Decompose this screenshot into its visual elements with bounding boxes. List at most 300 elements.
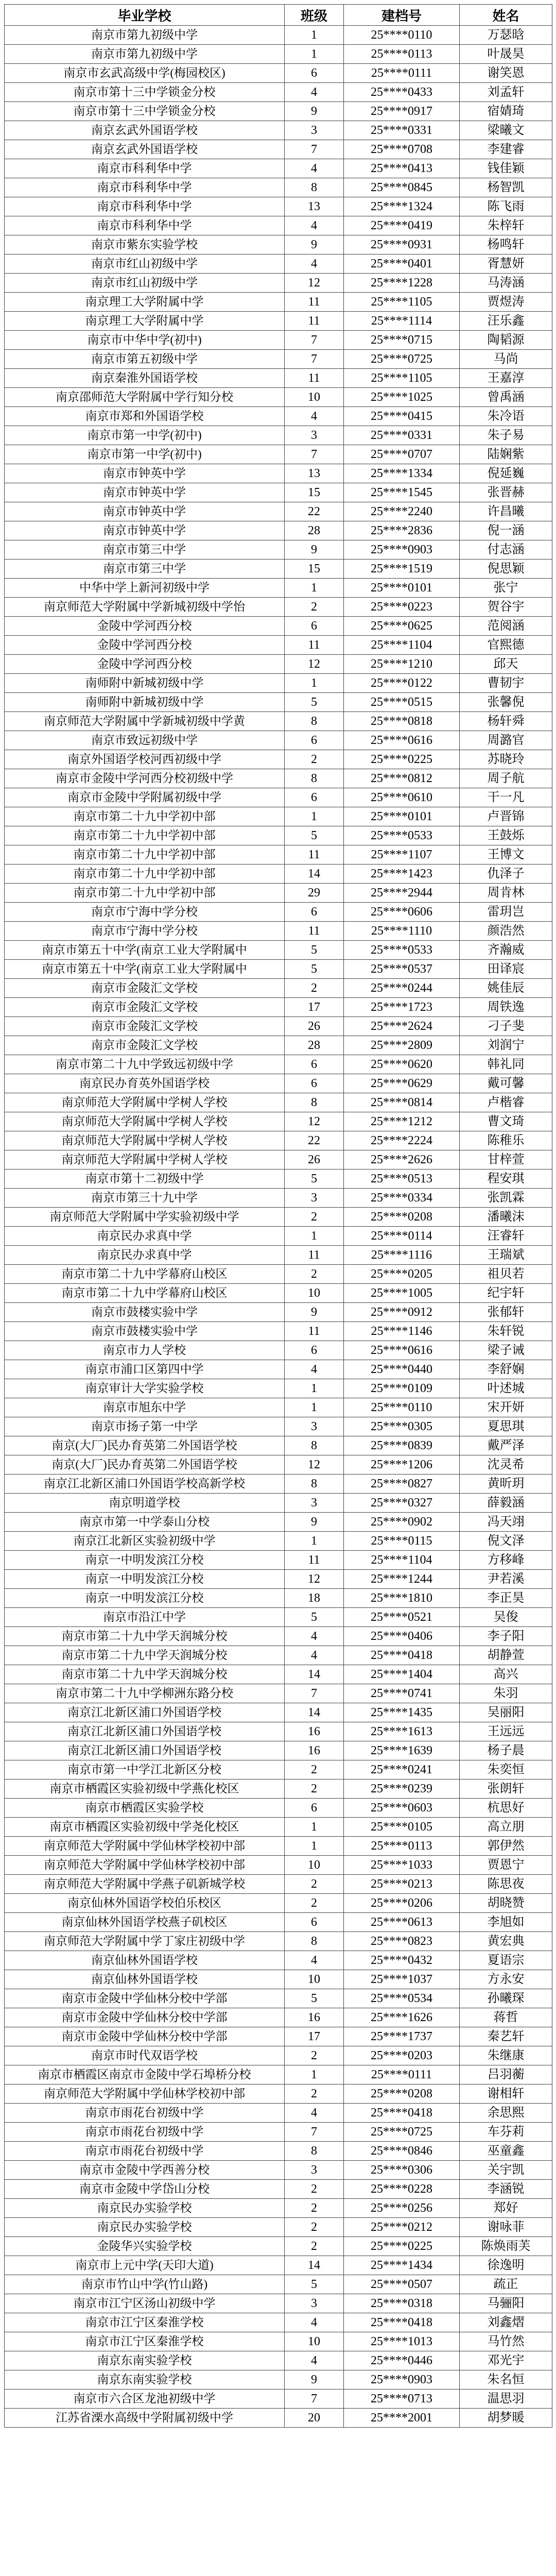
cell-school: 金陵中学河西分校 — [5, 636, 285, 655]
cell-class: 4 — [285, 1646, 344, 1665]
cell-school: 南京东南实验学校 — [5, 2370, 285, 2389]
table-row — [5, 1093, 552, 1112]
table-row — [5, 1570, 552, 1589]
cell-file-id: 25****1613 — [344, 1722, 460, 1741]
cell-class: 1 — [285, 1398, 344, 1417]
cell-school: 南京市第五十中学(南京工业大学附属中 — [5, 960, 285, 979]
cell-class: 11 — [285, 369, 344, 388]
cell-file-id: 25****0903 — [344, 2370, 460, 2389]
table-row — [5, 1894, 552, 1913]
cell-class: 28 — [285, 1036, 344, 1055]
cell-name: 周肯林 — [460, 884, 552, 903]
cell-file-id: 25****0606 — [344, 903, 460, 922]
cell-name: 曾禹涵 — [460, 388, 552, 407]
table-row — [5, 1989, 552, 2008]
cell-class: 14 — [285, 1703, 344, 1722]
cell-class: 3 — [285, 426, 344, 445]
cell-school: 南京市鼓楼实验中学 — [5, 1303, 285, 1322]
cell-file-id: 25****0725 — [344, 2123, 460, 2142]
cell-file-id: 25****1104 — [344, 636, 460, 655]
cell-class: 12 — [285, 1455, 344, 1475]
cell-name: 邱天 — [460, 655, 552, 674]
cell-school: 南京市金陵中学河西分校初级中学 — [5, 769, 285, 788]
cell-school: 南京市第一中学江北新区分校 — [5, 1760, 285, 1780]
cell-name: 张宁 — [460, 579, 552, 598]
cell-school: 南京市第二十九中学幕府山校区 — [5, 1265, 285, 1284]
cell-school: 南京仙林外国语学校伯乐校区 — [5, 1894, 285, 1913]
cell-name: 钱佳颖 — [460, 159, 552, 178]
cell-name: 姚佳辰 — [460, 979, 552, 998]
table-row — [5, 2046, 552, 2065]
cell-file-id: 25****2836 — [344, 521, 460, 540]
cell-name: 贾恩宁 — [460, 1856, 552, 1875]
cell-class: 4 — [285, 1951, 344, 1970]
cell-school: 南京江北新区浦口外国语学校 — [5, 1741, 285, 1760]
table-row — [5, 884, 552, 903]
cell-school: 金陵华兴实验学校 — [5, 2237, 285, 2256]
cell-name: 马骊阳 — [460, 2294, 552, 2313]
table-row — [5, 1303, 552, 1322]
table-row — [5, 2409, 552, 2428]
cell-class: 2 — [285, 598, 344, 617]
cell-class: 13 — [285, 197, 344, 216]
cell-class: 4 — [285, 216, 344, 235]
cell-school: 南京邵师范大学附属中学行知分校 — [5, 388, 285, 407]
cell-name: 戴可馨 — [460, 1074, 552, 1093]
cell-school: 南京师范大学附属中学树人学校 — [5, 1150, 285, 1170]
table-row — [5, 579, 552, 598]
cell-school: 南京理工大学附属中学 — [5, 293, 285, 312]
cell-name: 朱冷语 — [460, 407, 552, 426]
cell-file-id: 25****2809 — [344, 1036, 460, 1055]
table-row — [5, 2065, 552, 2084]
cell-class: 12 — [285, 274, 344, 293]
cell-name: 冯天翊 — [460, 1513, 552, 1532]
cell-file-id: 25****0331 — [344, 426, 460, 445]
cell-school: 南京玄武外国语学校 — [5, 121, 285, 140]
cell-name: 张馨倪 — [460, 693, 552, 712]
cell-name: 宿婧琦 — [460, 102, 552, 121]
cell-file-id: 25****2624 — [344, 1017, 460, 1036]
cell-class: 1 — [285, 1818, 344, 1837]
cell-name: 程安琪 — [460, 1170, 552, 1189]
table-row — [5, 102, 552, 121]
cell-file-id: 25****1324 — [344, 197, 460, 216]
table-row — [5, 769, 552, 788]
table-row — [5, 636, 552, 655]
table-row — [5, 2142, 552, 2161]
cell-school: 南京市宁海中学分校 — [5, 903, 285, 922]
cell-name: 朱名恒 — [460, 2370, 552, 2389]
cell-name: 夏语宗 — [460, 1951, 552, 1970]
cell-file-id: 25****0823 — [344, 1932, 460, 1951]
cell-school: 南京市竹山中学(竹山路) — [5, 2275, 285, 2294]
cell-class: 26 — [285, 1017, 344, 1036]
cell-school: 南京市第二十九中学天润城分校 — [5, 1665, 285, 1684]
cell-file-id: 25****0318 — [344, 2294, 460, 2313]
table-row — [5, 2351, 552, 2370]
table-row — [5, 83, 552, 102]
cell-file-id: 25****0912 — [344, 1303, 460, 1322]
cell-file-id: 25****0413 — [344, 159, 460, 178]
cell-school: 南京市第一中学(初中) — [5, 426, 285, 445]
cell-class: 9 — [285, 540, 344, 560]
cell-class: 7 — [285, 140, 344, 159]
cell-class: 12 — [285, 1112, 344, 1131]
cell-name: 周铁逸 — [460, 998, 552, 1017]
cell-name: 汪乐鑫 — [460, 312, 552, 331]
table-row — [5, 1379, 552, 1398]
cell-file-id: 25****0432 — [344, 1951, 460, 1970]
cell-file-id: 25****0827 — [344, 1475, 460, 1494]
cell-file-id: 25****0846 — [344, 2142, 460, 2161]
cell-name: 谢笑恩 — [460, 64, 552, 83]
cell-class: 11 — [285, 293, 344, 312]
cell-school: 南京仙林外国语学校 — [5, 1951, 285, 1970]
cell-file-id: 25****1334 — [344, 464, 460, 483]
cell-class: 11 — [285, 1551, 344, 1570]
cell-class: 12 — [285, 655, 344, 674]
cell-school: 南京市江宁区秦淮学校 — [5, 2313, 285, 2332]
table-row — [5, 655, 552, 674]
cell-name: 杨鸣轩 — [460, 235, 552, 255]
header-student-name: 姓名 — [460, 5, 552, 26]
cell-class: 4 — [285, 2104, 344, 2123]
cell-file-id: 25****1519 — [344, 560, 460, 579]
cell-file-id: 25****0113 — [344, 1837, 460, 1856]
table-row — [5, 2256, 552, 2275]
table-row — [5, 197, 552, 216]
cell-name: 胡晓赞 — [460, 1894, 552, 1913]
cell-name: 朱奕恒 — [460, 1760, 552, 1780]
cell-class: 4 — [285, 255, 344, 274]
cell-name: 谢咏菲 — [460, 2218, 552, 2237]
cell-file-id: 25****0521 — [344, 1608, 460, 1627]
cell-school: 南师附中新城初级中学 — [5, 674, 285, 693]
cell-class: 15 — [285, 483, 344, 502]
cell-file-id: 25****0418 — [344, 2104, 460, 2123]
cell-class: 9 — [285, 2370, 344, 2389]
header-class: 班级 — [285, 5, 344, 26]
cell-school: 南京市钟英中学 — [5, 483, 285, 502]
cell-class: 14 — [285, 1665, 344, 1684]
cell-file-id: 25****0114 — [344, 1227, 460, 1246]
table-row — [5, 712, 552, 731]
table-row — [5, 560, 552, 579]
cell-name: 杨子晨 — [460, 1741, 552, 1760]
table-row — [5, 1684, 552, 1703]
cell-school: 南京东南实验学校 — [5, 2351, 285, 2370]
cell-school: 南京明道学校 — [5, 1494, 285, 1513]
cell-school: 南京市第二十九中学初中部 — [5, 865, 285, 884]
cell-name: 高立朋 — [460, 1818, 552, 1837]
table-row — [5, 788, 552, 807]
cell-name: 夏思琪 — [460, 1417, 552, 1436]
cell-file-id: 25****1244 — [344, 1570, 460, 1589]
cell-school: 南京市金陵中学仙林分校中学部 — [5, 2008, 285, 2027]
cell-school: 南京师范大学附属中学树人学校 — [5, 1112, 285, 1131]
cell-name: 官熙德 — [460, 636, 552, 655]
cell-school: 南京市玄武高级中学(梅园校区) — [5, 64, 285, 83]
cell-name: 曹文琦 — [460, 1112, 552, 1131]
cell-file-id: 25****0401 — [344, 255, 460, 274]
table-row — [5, 1760, 552, 1780]
cell-name: 王远远 — [460, 1722, 552, 1741]
cell-name: 吕羽蘅 — [460, 2065, 552, 2084]
cell-name: 高兴 — [460, 1665, 552, 1684]
cell-school: 南京民办实验学校 — [5, 2218, 285, 2237]
cell-school: 南京江北新区浦口外国语学校 — [5, 1703, 285, 1722]
cell-school: 南京市雨花台初级中学 — [5, 2123, 285, 2142]
cell-class: 2 — [285, 979, 344, 998]
cell-class: 14 — [285, 2256, 344, 2275]
table-row — [5, 178, 552, 197]
cell-name: 倪思颖 — [460, 560, 552, 579]
cell-file-id: 25****1116 — [344, 1246, 460, 1265]
cell-school: 南京市栖霞区实验学校 — [5, 1799, 285, 1818]
cell-school: 南京市宁海中学分校 — [5, 922, 285, 941]
cell-name: 贺谷宇 — [460, 598, 552, 617]
cell-school: 南京市第三中学 — [5, 540, 285, 560]
cell-school: 南京市第二十九中学致远初级中学 — [5, 1055, 285, 1074]
table-row — [5, 1532, 552, 1551]
cell-file-id: 25****1025 — [344, 388, 460, 407]
table-row — [5, 1818, 552, 1837]
table-row — [5, 1360, 552, 1379]
cell-class: 2 — [285, 750, 344, 769]
cell-class: 2 — [285, 1894, 344, 1913]
cell-file-id: 25****2944 — [344, 884, 460, 903]
cell-class: 1 — [285, 579, 344, 598]
cell-school: 南京市鼓楼实验中学 — [5, 1322, 285, 1341]
cell-school: 南京市第三中学 — [5, 560, 285, 579]
table-row — [5, 293, 552, 312]
cell-file-id: 25****0620 — [344, 1055, 460, 1074]
cell-class: 4 — [285, 2313, 344, 2332]
cell-name: 甘梓萱 — [460, 1150, 552, 1170]
cell-name: 刘孟轩 — [460, 83, 552, 102]
table-row — [5, 2218, 552, 2237]
cell-class: 8 — [285, 1093, 344, 1112]
table-row — [5, 312, 552, 331]
cell-school: 南京市雨花台初级中学 — [5, 2142, 285, 2161]
cell-class: 5 — [285, 960, 344, 979]
cell-file-id: 25****0101 — [344, 807, 460, 826]
cell-school: 南京市扬子第一中学 — [5, 1417, 285, 1436]
cell-name: 胡静萱 — [460, 1646, 552, 1665]
cell-name: 杨轩舜 — [460, 712, 552, 731]
table-row — [5, 502, 552, 521]
cell-name: 朱子易 — [460, 426, 552, 445]
cell-name: 王鼓烁 — [460, 826, 552, 845]
cell-class: 5 — [285, 693, 344, 712]
cell-file-id: 25****0713 — [344, 2389, 460, 2409]
cell-class: 28 — [285, 521, 344, 540]
cell-class: 1 — [285, 1532, 344, 1551]
cell-class: 2 — [285, 2237, 344, 2256]
cell-file-id: 25****0725 — [344, 350, 460, 369]
cell-class: 8 — [285, 2142, 344, 2161]
cell-name: 刘润宁 — [460, 1036, 552, 1055]
table-row — [5, 1741, 552, 1760]
table-row — [5, 1436, 552, 1455]
cell-class: 6 — [285, 788, 344, 807]
cell-name: 贾煜涛 — [460, 293, 552, 312]
cell-school: 南京市金陵汇文学校 — [5, 998, 285, 1017]
cell-name: 梁曦文 — [460, 121, 552, 140]
cell-name: 范阅涵 — [460, 617, 552, 636]
table-row — [5, 521, 552, 540]
cell-class: 6 — [285, 617, 344, 636]
cell-name: 干一凡 — [460, 788, 552, 807]
cell-class: 1 — [285, 1379, 344, 1398]
cell-file-id: 25****0331 — [344, 121, 460, 140]
cell-file-id: 25****0113 — [344, 45, 460, 64]
cell-class: 4 — [285, 1360, 344, 1379]
cell-class: 11 — [285, 922, 344, 941]
cell-file-id: 25****0715 — [344, 331, 460, 350]
cell-class: 13 — [285, 464, 344, 483]
cell-name: 郭伊然 — [460, 1837, 552, 1856]
cell-file-id: 25****0625 — [344, 617, 460, 636]
cell-file-id: 25****0513 — [344, 1170, 460, 1189]
cell-file-id: 25****1033 — [344, 1856, 460, 1875]
cell-class: 9 — [285, 1303, 344, 1322]
cell-name: 李建睿 — [460, 140, 552, 159]
cell-name: 卢楷睿 — [460, 1093, 552, 1112]
cell-name: 杨智凯 — [460, 178, 552, 197]
cell-name: 宋开妍 — [460, 1398, 552, 1417]
cell-class: 22 — [285, 502, 344, 521]
cell-file-id: 25****1404 — [344, 1665, 460, 1684]
cell-school: 南京市第五初级中学 — [5, 350, 285, 369]
cell-name: 李子阳 — [460, 1627, 552, 1646]
cell-class: 7 — [285, 2123, 344, 2142]
cell-class: 26 — [285, 1150, 344, 1170]
cell-school: 南京市钟英中学 — [5, 464, 285, 483]
cell-name: 祖贝若 — [460, 1265, 552, 1284]
cell-school: 南京市第二十九中学天润城分校 — [5, 1627, 285, 1646]
cell-name: 付志涵 — [460, 540, 552, 560]
cell-class: 2 — [285, 1875, 344, 1894]
cell-file-id: 25****0616 — [344, 731, 460, 750]
cell-class: 3 — [285, 121, 344, 140]
cell-file-id: 25****1105 — [344, 293, 460, 312]
table-row — [5, 1055, 552, 1074]
cell-school: 南京市紫东实验学校 — [5, 235, 285, 255]
cell-school: 南京理工大学附属中学 — [5, 312, 285, 331]
cell-school: 南京市时代双语学校 — [5, 2046, 285, 2065]
cell-class: 4 — [285, 2351, 344, 2370]
cell-name: 马尚 — [460, 350, 552, 369]
cell-name: 陈稚乐 — [460, 1131, 552, 1150]
cell-class: 7 — [285, 1684, 344, 1703]
cell-school: 南京师范大学附属中学仙林学校初中部 — [5, 1856, 285, 1875]
cell-class: 17 — [285, 998, 344, 1017]
cell-class: 2 — [285, 2218, 344, 2237]
cell-school: 南京师范大学附属中学新城初级中学怡 — [5, 598, 285, 617]
table-row — [5, 2123, 552, 2142]
cell-name: 潘曦沫 — [460, 1208, 552, 1227]
cell-school: 南京市第二十九中学初中部 — [5, 826, 285, 845]
cell-class: 1 — [285, 2065, 344, 2084]
table-row — [5, 1131, 552, 1150]
table-row — [5, 350, 552, 369]
cell-school: 南京江北新区浦口外国语学校 — [5, 1722, 285, 1741]
cell-class: 14 — [285, 865, 344, 884]
cell-class: 3 — [285, 2294, 344, 2313]
cell-file-id: 25****1810 — [344, 1589, 460, 1608]
cell-name: 关宇凯 — [460, 2161, 552, 2180]
cell-file-id: 25****0537 — [344, 960, 460, 979]
cell-school: 南京市第二十九中学初中部 — [5, 845, 285, 865]
table-row — [5, 1608, 552, 1627]
cell-name: 纪宇轩 — [460, 1284, 552, 1303]
cell-file-id: 25****0610 — [344, 788, 460, 807]
cell-file-id: 25****1110 — [344, 922, 460, 941]
table-row — [5, 674, 552, 693]
cell-file-id: 25****0109 — [344, 1379, 460, 1398]
cell-school: 南京市第十三中学锁金分校 — [5, 102, 285, 121]
table-row — [5, 1475, 552, 1494]
cell-name: 梁子诫 — [460, 1341, 552, 1360]
cell-class: 6 — [285, 1341, 344, 1360]
cell-name: 胡梦暖 — [460, 2409, 552, 2428]
cell-name: 倪文泽 — [460, 1532, 552, 1551]
table-row — [5, 1837, 552, 1856]
cell-school: 南京一中明发滨江分校 — [5, 1570, 285, 1589]
cell-school: 南京市第一中学泰山分校 — [5, 1513, 285, 1532]
cell-file-id: 25****1434 — [344, 2256, 460, 2275]
cell-school: 南京民办实验学校 — [5, 2199, 285, 2218]
cell-class: 11 — [285, 312, 344, 331]
cell-school: 南京民办求真中学 — [5, 1227, 285, 1246]
cell-school: 南京市金陵中学岱山分校 — [5, 2180, 285, 2199]
cell-file-id: 25****0507 — [344, 2275, 460, 2294]
cell-file-id: 25****1114 — [344, 312, 460, 331]
cell-class: 1 — [285, 1837, 344, 1856]
cell-name: 沈灵希 — [460, 1455, 552, 1475]
cell-file-id: 25****1107 — [344, 845, 460, 865]
cell-file-id: 25****1626 — [344, 2008, 460, 2027]
cell-name: 邓光宇 — [460, 2351, 552, 2370]
cell-school: 南京市金陵汇文学校 — [5, 1017, 285, 1036]
table-row — [5, 2332, 552, 2351]
cell-school: 南京市旭东中学 — [5, 1398, 285, 1417]
cell-file-id: 25****0616 — [344, 1341, 460, 1360]
table-row — [5, 2084, 552, 2104]
cell-school: 南京市金陵中学仙林分校中学部 — [5, 2027, 285, 2046]
cell-class: 9 — [285, 1513, 344, 1532]
cell-name: 田译宸 — [460, 960, 552, 979]
cell-class: 1 — [285, 26, 344, 45]
cell-name: 王嘉淳 — [460, 369, 552, 388]
cell-name: 刘鑫熠 — [460, 2313, 552, 2332]
table-row — [5, 121, 552, 140]
cell-file-id: 25****0533 — [344, 826, 460, 845]
cell-name: 朱羽 — [460, 1684, 552, 1703]
cell-file-id: 25****0415 — [344, 407, 460, 426]
table-row — [5, 1494, 552, 1513]
cell-file-id: 25****0814 — [344, 1093, 460, 1112]
cell-school: 南京市六合区龙池初级中学 — [5, 2389, 285, 2409]
cell-school: 南京市科利华中学 — [5, 178, 285, 197]
table-row — [5, 2104, 552, 2123]
cell-name: 吴丽阳 — [460, 1703, 552, 1722]
cell-school: 南京师范大学附属中学仙林学校初中部 — [5, 2084, 285, 2104]
table-row — [5, 1970, 552, 1989]
cell-file-id: 25****2001 — [344, 2409, 460, 2428]
